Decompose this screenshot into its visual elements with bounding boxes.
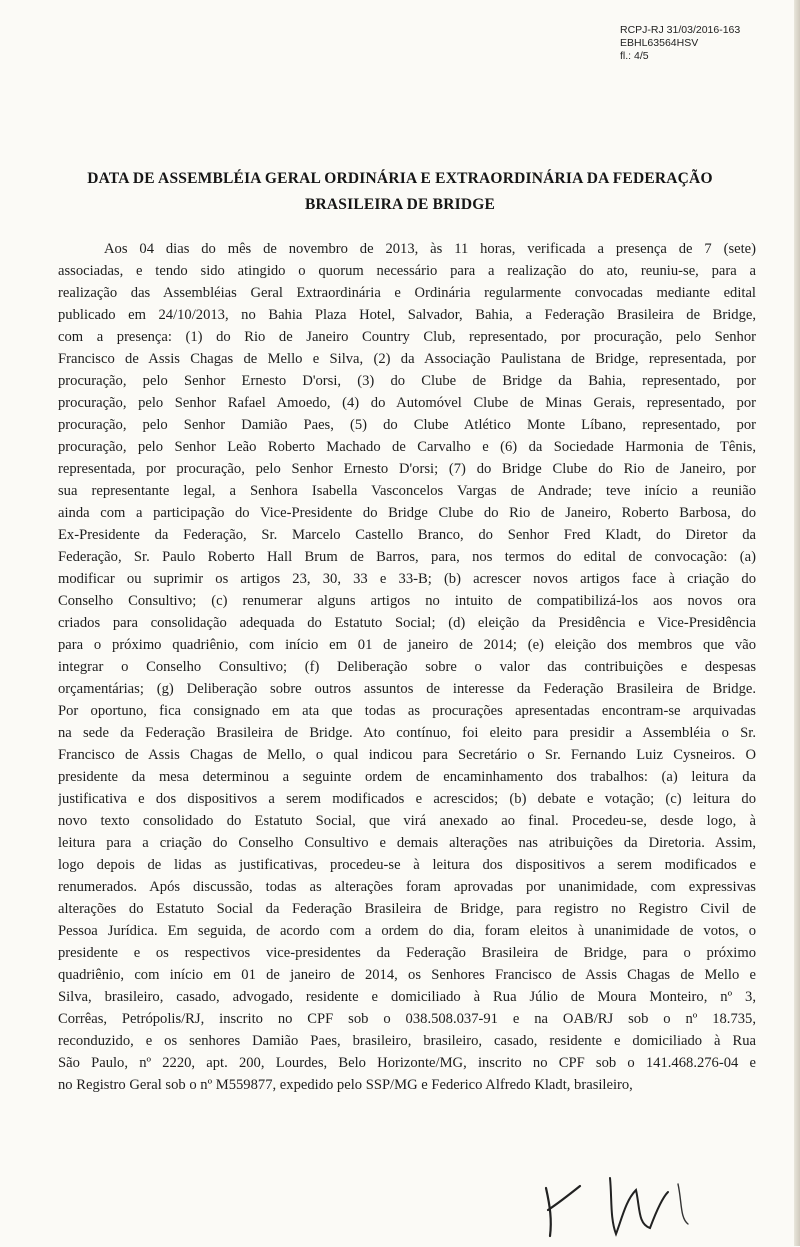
minutes-body-text bbox=[58, 238, 756, 1096]
body-line: criados para consolidação adequada do Estatuto Social; (d) eleição da Presidência e Vice-Presidência bbox=[58, 615, 756, 631]
body-line: Conselho Consultivo; (c) renumerar alguns artigos no intuito de compatibilizá-los aos novos ora bbox=[58, 593, 756, 609]
body-line: associadas, e tendo sido atingido o quorum necessário para a realização do ato, reuniu-se, para a bbox=[58, 263, 756, 279]
body-line: no Registro Geral sob o nº M559877, expedido pelo SSP/MG e Federico Alfredo Kladt, brasileiro, bbox=[58, 1077, 633, 1093]
body-line: procuração, pelo Senhor Damião Paes, (5) do Clube Atlético Monte Líbano, representado, por bbox=[58, 417, 756, 433]
body-line: representada, por procuração, pelo Senhor Ernesto D'orsi; (7) do Bridge Clube do Rio de Janeiro, por bbox=[58, 461, 756, 477]
body-line: sua representante legal, a Senhora Isabella Vasconcelos Vargas de Andrade; teve início a reunião bbox=[58, 483, 756, 499]
body-line: para o próximo quadriênio, com início em 01 de janeiro de 2014; (e) eleição dos membros que vão bbox=[58, 637, 756, 653]
body-line: orçamentárias; (g) Deliberação sobre outros assuntos de interesse da Federação Brasileira de Bridge. bbox=[58, 681, 756, 697]
body-line: Ex-Presidente da Federação, Sr. Marcelo Castello Branco, do Senhor Fred Kladt, do Diretor da bbox=[58, 527, 756, 543]
body-line: Aos 04 dias do mês de novembro de 2013, às 11 horas, verificada a presença de 7 (sete) bbox=[104, 241, 756, 257]
body-line: quadriênio, com início em 01 de janeiro de 2014, os Senhores Francisco de Assis Chagas de Mello e bbox=[58, 967, 756, 983]
body-line: leitura para a criação do Conselho Consultivo e demais alterações nas atribuições da Diretoria. Assim, bbox=[58, 835, 756, 851]
body-line: São Paulo, nº 2220, apt. 200, Lourdes, Belo Horizonte/MG, inscrito no CPF sob o 141.468.276-04 e bbox=[58, 1055, 756, 1071]
body-line: Por oportuno, fica consignado em ata que todas as procurações apresentadas encontram-se arquivadas bbox=[58, 703, 756, 719]
stamp-line-code: EBHL63564HSV bbox=[620, 37, 699, 49]
body-line: ainda com a participação do Vice-Presidente do Bridge Clube do Rio de Janeiro, Roberto Barbosa, do bbox=[58, 505, 756, 521]
body-line: Pessoa Jurídica. Em seguida, de acordo com a ordem do dia, foram eleitos à unanimidade de votos, o bbox=[58, 923, 756, 939]
body-line: logo depois de lidas as justificativas, procedeu-se à leitura dos dispositivos a serem modificados e bbox=[58, 857, 756, 873]
body-line: Francisco de Assis Chagas de Mello, o qual indicou para Secretário o Sr. Fernando Luiz Cysneiros. O bbox=[58, 747, 756, 763]
body-line: presidente e os respectivos vice-presidentes da Federação Brasileira de Bridge, para o próximo bbox=[58, 945, 756, 961]
body-line: Silva, brasileiro, casado, advogado, residente e domiciliado à Rua Júlio de Moura Monteiro, nº 3, bbox=[58, 989, 756, 1005]
body-line: modificar ou suprimir os artigos 23, 30, 33 e 33-B; (b) acrescer novos artigos face à criação do bbox=[58, 571, 756, 587]
body-line: presidente da mesa determinou a seguinte ordem de encaminhamento dos trabalhos: (a) leitura da bbox=[58, 769, 756, 785]
body-line: publicado em 24/10/2013, no Bahia Plaza Hotel, Salvador, Bahia, a Federação Brasileira de Bridge, bbox=[58, 307, 756, 323]
body-line: Francisco de Assis Chagas de Mello e Silva, (2) da Associação Paulistana de Bridge, representada, por bbox=[58, 351, 756, 367]
body-line: alterações do Estatuto Social da Federação Brasileira de Bridge, para registro no Registro Civil de bbox=[58, 901, 756, 917]
title-line-1: DATA DE ASSEMBLÉIA GERAL ORDINÁRIA E EXTRAORDINÁRIA DA FEDERAÇÃO bbox=[87, 170, 713, 187]
body-line: integrar o Conselho Consultivo; (f) Deliberação sobre o valor das contribuições e despesas bbox=[58, 659, 756, 675]
body-line: renumerados. Após discussão, todas as alterações foram aprovadas por unanimidade, com expressivas bbox=[58, 879, 756, 895]
body-line: reconduzido, e os senhores Damião Paes, brasileiro, brasileiro, casado, residente e domiciliado à Rua bbox=[58, 1033, 756, 1049]
body-line: procuração, pelo Senhor Ernesto D'orsi, (3) do Clube de Bridge da Bahia, representado, por bbox=[58, 373, 756, 389]
body-line: na sede da Federação Brasileira de Bridge. Ato contínuo, foi eleito para presidir a Assembléia o Sr. bbox=[58, 725, 756, 741]
body-line: novo texto consolidado do Estatuto Social, que virá anexado ao final. Procedeu-se, desde logo, à bbox=[58, 813, 756, 829]
page-edge-shadow bbox=[794, 0, 800, 1246]
body-line: realização das Assembléias Geral Extraordinária e Ordinária regularmente convocadas mediante edital bbox=[58, 285, 756, 301]
signature-scribble bbox=[540, 1168, 720, 1242]
document-title bbox=[40, 166, 760, 218]
body-line: com a presença: (1) do Rio de Janeiro Country Club, representado, por procuração, pelo Senhor bbox=[58, 329, 756, 345]
body-line: procuração, pelo Senhor Rafael Amoedo, (4) do Automóvel Clube de Minas Gerais, representado, por bbox=[58, 395, 756, 411]
body-line: Federação, Sr. Paulo Roberto Hall Brum de Barros, para, nos termos do edital de convocação: (a) bbox=[58, 549, 756, 565]
stamp-line-folio: fl.: 4/5 bbox=[620, 50, 649, 62]
body-line: Corrêas, Petrópolis/RJ, inscrito no CPF sob o 038.508.037-91 e na OAB/RJ sob o nº 18.735, bbox=[58, 1011, 756, 1027]
body-line: justificativa e dos dispositivos a serem modificados e acrescidos; (b) debate e votação; (c) leitura do bbox=[58, 791, 756, 807]
stamp-line-registry: RCPJ-RJ 31/03/2016-163 bbox=[620, 24, 741, 36]
body-line: procuração, pelo Senhor Leão Roberto Machado de Carvalho e (6) da Sociedade Harmonia de Tênis, bbox=[58, 439, 756, 455]
handwritten-signatures bbox=[540, 1168, 720, 1242]
title-line-2: BRASILEIRA DE BRIDGE bbox=[304, 196, 496, 213]
registry-stamp bbox=[620, 24, 796, 63]
